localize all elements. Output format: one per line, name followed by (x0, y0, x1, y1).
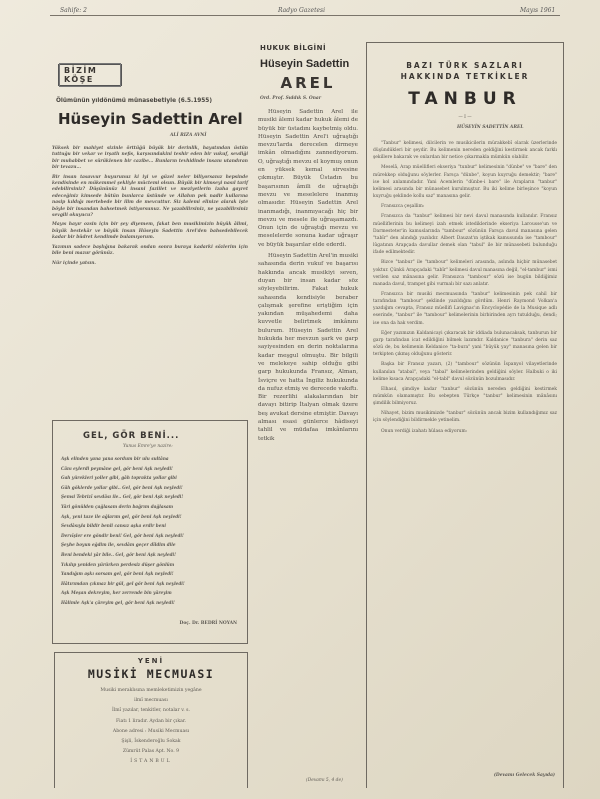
tanbur-numeral: — I — (458, 115, 472, 120)
poem-line: Aşk elinden yana yana sordum bir ulu sultâna (61, 456, 169, 461)
poem-line: Hâtırımdan çıkmaz bir gül, gel gör beni Aşk neyledi! (61, 580, 185, 586)
poem-line: Yandığım aşkı sorsam gel, gör beni Aşk neyledi! (61, 571, 174, 577)
column-middle (258, 22, 360, 788)
article-paragraph: Mayıs hayır ozsin için bir şey diyemem, fakat ben musikimizin büyük âlimi, büyük bestekâr ve büyük insan Hüseyin Sadettin Arel'den bahsedebilecek kadar bir büdret kendimde bulamıyorum. (52, 222, 248, 241)
tanbur-paragraph: Nihayet, bizim musikimizde "tanbur" sözünün ancak bizim kullandığımız saz için söylendiğini bildirmekle yetinelim. (373, 411, 557, 424)
ad-top: YENİ (137, 657, 165, 665)
tanbur-paragraph: Fransızca da "tanbur" kelimesi bir nevi davul manasında kullanılır. Fransız müelliflerinin bu kelimeyi izah etmek istediklerinde ekseriya Larousse'un ve Darmesteter'in kamuslarında "tambour" sözünün Farsça davul manasına gelen "tabîr" den alındığı yazılıdır. Albert Dauzat'ın iştikak kamusunda ise "tambour" lûgatının Arapçada davullar demek olan "tabul" ile bir münasebeti bulunduğu ifade edilmektedir. (373, 214, 557, 256)
ad-lines (55, 686, 247, 768)
tanbur-kicker-1: BAZI TÜRK SAZLARI (406, 61, 524, 70)
poem-line: Gah yürekleri yoller gibi, gâh toprakta yollar gibi (61, 475, 177, 481)
poem-line: Dervîşler ere göndir beni! Gel, gör beni Aşk neyledi! (61, 532, 184, 538)
col2-paragraph: Hüseyin Sadettin Arel ile musiki âlemi kadar hukuk âlemi de büyük bir üstadını kaybetmiş oldu. Hüseyin Sadettin Arel'i uğraştığı mevzu'larda derecelen dirmeye imkân olmadığını zannediyorum. O, uğraştığı mevzu el koymuş onun en yüksek kemal sirvesine çıkmıştır. Büyük Üstadın bu başarısının âmili de uğraştığı mevzu ve meselelere inanmış olmasıdır. Hüseyin Sadettin Arel inanmadığı, inanmıyacağı hiç bir mevzu ve mesele ile uğraşamazdı. Onun için de uğraştığı mevzu ve meselelerde sonuna kadar uğraşır ve büyük başarılar elde ederdi. (258, 109, 358, 248)
poem-title: GEL, GÖR BENİ... (83, 431, 180, 441)
top-rule (50, 15, 560, 16)
article-kicker: Ölümünün yıldönümü münasebetiyle (6.5.1955) (56, 98, 212, 104)
page-number: Sahife: 2 (60, 7, 87, 14)
col2-kicker: HUKUK BİLGİNİ (260, 44, 327, 52)
poem-line: Beni bendeki yâr bile.. Gel, gör beni Aşk neyledi! (61, 551, 176, 557)
col2-title-line2: AREL (280, 74, 336, 92)
issue-date: Mayıs 1961 (520, 7, 556, 14)
tanbur-body (373, 140, 557, 438)
poem-line: Yâri gönülden çağlasam derin bağrım dağlasam (61, 503, 174, 509)
poem-line: Gâh göklerde yollar gibi.. Gel, gör beni Aşk neyledi! (61, 484, 183, 490)
tanbur-paragraph: Onun verdiği izahatı hülasa ediyorum: (381, 428, 468, 434)
poem-line: Şeyhe boyun eğdim ile, sevdâm geçer dîldim dile (61, 542, 176, 548)
column-right (366, 22, 564, 788)
article-paragraph: Nür içinde yatsın. (52, 260, 96, 266)
poem-line: Hâlimle Aşk'a çâreyim gel, gör beni Aşk neyledi! (61, 599, 175, 605)
poem-box (52, 420, 248, 644)
article-paragraph: Yüksek bir mahiyet sizinle örttüğü büyük bir derinlik, hayatından üstün tuttuğu bir vekar ve irşatlı nefis, karşısındakini teshir eden bir vukuf, sevdiği bir muhabbet ve sürüklenen bir cazibe... Bunların tevhidinde insanı utandıran bir tevazu... (52, 146, 248, 171)
col2-title-line1: Hüseyin Sadettin (260, 58, 350, 70)
bizim-kose-title: BİZİM KÖŞE (59, 63, 121, 87)
poem-line: Aşk Meşan dekreyim, her zerrende bin yâreyim (61, 590, 172, 596)
article-paragraph: Bir insan tasavvur buyurunuz ki iyi ve güzel neler biliyorsanız hepsinde kendisinde en mükemmel şekliyle müctemi olsun. Büyük bir kimseyi nasıl tarif edebilirsiniz? Düşününüz ki insani faziilet ve meziyetlerin izaha gayret edeceğiniz kimsede bütün bunlarca üstünde ve Allahın pek nadir kullarına nasip kıldığı mertebede bir ilim de mevcuttur. Siz kalemi elinize alarak işte böyle bir insandan bahsetmek istiyorsunuz. Ne yazabilirsiniz, ne yazabilirsiniz sevgili okuyucu? (52, 174, 248, 219)
article-body (52, 146, 248, 270)
ad-line: Musiki meraklısına memleketimizin yegâne (100, 688, 202, 693)
poem-line: Şemsi Tebrizî sevdâsı ile.. Gel, gör beni Aşk neyledi! (61, 494, 184, 500)
tanbur-box (366, 42, 564, 788)
tanbur-paragraph: Eğer yazımızın Kaldanicayi çıkaracak bir iddiada bulunacaksak, tanburun bir garp tarafından icat edildiğini bilmek lazımdır. Kaldanice "tanbura" derin saz sözü de, bu kelimenin Keldanice "ta-bura" yani "büyük yay" manasına gelen bir terkipten çıkmış olduğunu gösterir. (373, 330, 557, 358)
tanbur-paragraph: Fransızca çeşallim: (381, 204, 425, 210)
ad-line: İlmî yazılar, tenkitler, notalar v. s. (112, 708, 190, 714)
ad-line: Abone adresi : Musiki Mecmuası (112, 728, 190, 734)
poem-subtitle: Yunus Emre'ye nazire: (123, 444, 173, 449)
ad-line: Şişli, İskenderoğlu Sokak (121, 739, 181, 745)
poem-line: Yıkılıp yeniden yürürken perdesiz düşer gönlüm (61, 561, 175, 567)
col2-continued: (Devamı 5, 4 de) (306, 778, 343, 783)
tanbur-paragraph: Bizce "tanbur" ile "tambour" kelimeleri arasında, aslında hiçbir münasebet yoktur. Çünkü Arapçadaki "tabîr" kelimesi davul manasına değil, "el-tambur" ismi verilen saz mânasına gelir. Fransızca "tambour" sözü ise bugün bildiğimiz manada davul, trampet gibi vurmalı bir sazı anlatır. (373, 260, 557, 287)
article-paragraph: Yazımın sadece başlığına bakarak ondan sonra buraya kadarki sözlerim için bile beni mazur görünüz. (52, 244, 248, 257)
col2-paragraph: Hüseyin Sadettin Arel'in musiki sahasında derin vukuf ve başarısı hakkında ancak musikiyi seven, duyan bir insan kadar söz söyleyebilirim. Fakat hukuk sahasında kendisiyle beraber çalışmak şerefine eriştiğim için yakından müşahedemi daha kuvvetle belirtmek imkânını bulurum. Hüseyin Sadettin Arel hukukda her mevzun şark ve garp sayiyesinden en derin noktalarına kadar meşgul olmuştu. Bir bilgili ve melekeye sahip olduğu gibi garp hukukunda Fransız, Alman, İsviçre ve hatta İngiliz hukukunda da nufuz etmiş ve derecede vakıftı. Bir rezerlihi alakalarından bir davayı bitirip İtalyan olmak üzere beş avukat dersine etmiştir. Davayı alması esasi günlerce hâdiseyi tahlil ve müdafaa imkânlarını tetkik (258, 253, 358, 442)
paper-name: Radyo Gazetesi (278, 7, 326, 14)
tanbur-paragraph: Meselâ, Arap müellifleri ekseriya "tunbur" kelimesinin "dünbe" ve "bare" den mürekkep olduğunu söylerler. Farsça "dünbe", koyun kuyruğu demektir; "bare" ise kol anlamındadır. Yani Acemlerin "dünbe-i bare" ile Arapların "tanbur" kelimesi arasında bir münasebet kurulmuştur. Bu iki kelime birleşince "koyun kuyruğu şeklinde kollu saz" manasına gelir. (373, 165, 557, 200)
ad-line: Zümrüt Palas Apt. No. 9 (122, 749, 180, 755)
tanbur-paragraph: Elhasıl, şimdiye kadar "tanbur" sözünün nereden geldiğini kestirmek mümkün olamamıştır. Bu sebepten Türkçe "tanbur" kelimesinin mânâsını şimdilik bilmiyoruz. (373, 386, 557, 407)
column-left (52, 22, 250, 788)
poem-line: Aşk, yeni taze ile ağlarım gel, gör beni Aşk neyledi! (61, 513, 182, 519)
article-author: ALİ RIZA AVNİ (170, 133, 207, 138)
tanbur-title: TANBUR (408, 89, 522, 109)
col2-body (258, 108, 358, 446)
ad-box (54, 652, 248, 788)
tanbur-continued: (Devamı Gelecek Sayıda) (493, 773, 555, 778)
poem-line: Cânı eylerdi peymâne gel, gör beni Aşk neyledi! (61, 465, 173, 471)
ad-line: ilmî mecmuası (134, 698, 168, 704)
tanbur-paragraph: Başka bir Fransız yazarı, (2) "tambour" sözünün İspanyol vilayetlerinde kullanılan "atabal", veya "tabal" kelimelerinden geldiğini söyler. Halbuki o iki kelime kısaca Arapçadaki "el-tabl" davul sözünün bozulmasıdır. (373, 362, 557, 382)
poem-lines (61, 454, 243, 608)
tanbur-author: HÜSEYİN SADETTİN AREL (457, 125, 524, 130)
tanbur-paragraph: "Tanbur" kelimesi, dilcilerin ve musikicilerin mürakkebî olarak üzerlerinde düşündükleri bir şeydir. Bu kelimenin nereden geldiğini kestirmek ancak farklı şekillere bakarak ve onlardan bir netice çıkarmakla mümkün olabilir. (373, 141, 557, 161)
tanbur-paragraph: Fransızca bir musiki mecmuasında "tanbur" kelimesinin pek cahil bir tarafından "tambour" şeklinde yazıldığını gördüm. Henri Raymond Volkan'a yazdığım cevapta, Fransız müellifi Lavignac'ın Encyclopédie de la Musique adlı eserinde, "tanbur" ile "tambour" kelimelerinin birbirinden ayrı tutulduğu, dendi; ise ona da hak verdim. (373, 291, 557, 326)
col2-byline: Ord. Prof. Sıddık S. Onar (260, 96, 322, 101)
ad-line: İSTANBUL (130, 759, 172, 765)
tanbur-kicker-2: HAKKINDA TETKİKLER (400, 72, 530, 81)
ad-title: MUSİKİ MECMUASI (87, 667, 215, 681)
poem-author: Doç. Dr. BEDRİ NOYAN (179, 621, 237, 626)
ad-line: Fiatı 1 liradır. Aydan bir çıkar. (115, 718, 187, 724)
poem-line: Sevdâsıyla bildir benli cansız aşka erdir beni (61, 523, 166, 529)
bizim-kose-box (58, 64, 122, 86)
article-title: Hüseyin Sadettin Arel (58, 110, 243, 128)
